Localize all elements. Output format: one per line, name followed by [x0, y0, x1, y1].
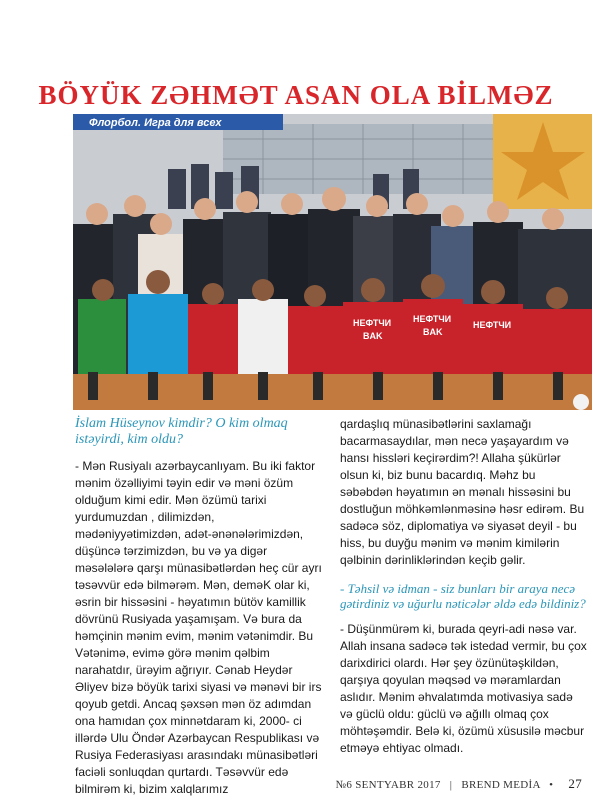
jersey-text: НЕФТЧИ: [473, 320, 512, 330]
jersey-text: BAK: [363, 331, 383, 341]
left-column: [75, 416, 323, 798]
issue-label: №6 SENTYABR 2017: [335, 779, 441, 791]
jersey-text: НЕФТЧИ: [413, 314, 452, 324]
footer-separator: |: [449, 779, 453, 791]
jersey-text: НЕФТЧИ: [353, 318, 392, 328]
answer-continuation: qardaşlıq münasibətlərini saxlamağı bacarmasaydılar, mən necə yaşayardım və hansı hissləri keçirərdim?! Allaha şükürlər olsun ki, biz bunu bacardıq. Məhz bu səbəbdən həyatımın ən mənalı hissəsini bu dostluğun möhkəmlənməsinə həsr edirəm. Bu sadəcə söz, diplomatiya və siyasət deyil - bu hiss, bu duyğu mənim və mənim kimilərin qəlbinin dərinliklərindən keçib gəlir.: [340, 417, 585, 567]
team-photo: [73, 114, 592, 410]
headline: BÖYÜK ZƏHMƏT ASAN OLA BİLMƏZ: [38, 80, 554, 110]
interview-question-2: - Təhsil və idman - siz bunları bir araya necə gətirdiniz və uğurlu nəticələr əldə edə bildiniz?: [340, 581, 586, 611]
jersey-text: BAK: [423, 327, 443, 337]
interview-answer-1: - Mən Rusiyalı azərbaycanlıyam. Bu iki faktor mənim özəlliyimi təyin edir və məni özüm olduğum kimi edir. Mən özümü tarixi yurdumuzdan , dilimizdən, mədəniyyətimizdən, adət-ənənələrimizdən, düşüncə tərzimizdən, bu və ya digər məsələlərə qarşı münasibətlərdən heç cür ayrı təsəvvür edə bilmərəm. Mən, deməK olar ki, əsrin bir hissəsini - həyatımın bütöv kamillik dövrünü Rusiyada yaşamışam. Və bura da həmçinin mənim evim, mənim vətənimdir. Bu Vətənimə, evimə görə mənim qəlbim narahatdır, ürəyim ağrıyır. Cənab Heydər Əliyev bizə böyük tarixi siyasi və mənəvi bir irs qoyub getdi. Ancaq şəxsən mən öz adımdan ona hamıdan çox minnətdaram ki, 2000- ci illərdə Ulu Öndər Azərbaycan Respublikası və Rusiya Federasiyası arasındakı münasibətləri faciəli sonluqdan qurtardı. Təsəvvür edə bilmirəm ki, bizim xalqlarımız: [75, 459, 322, 796]
page-number: 27: [568, 776, 582, 791]
page-footer: [336, 776, 582, 792]
magazine-name: BREND MEDİA: [461, 779, 541, 791]
right-column: [340, 416, 588, 757]
bullet-icon: •: [549, 779, 554, 791]
photo-banner-text: Флорбол. Игра для всех: [89, 117, 222, 129]
interview-question-1: İslam Hüseynov kimdir? O kim olmaq istəyirdi, kim oldu?: [75, 416, 288, 447]
photo-players: [78, 294, 592, 374]
football-icon: [573, 394, 589, 410]
interview-answer-2: - Düşünmürəm ki, burada qeyri-adi nəsə var. Allah insana sadəcə tək istedad vermir, bu çox darixdirici olardı. Hər şey özünütəşkildən, qarşıya qoyulan məqsəd və məramlardan aslıdır. Mənim əhvalatımda motivasiya sadə və güclü oldu: güclü və ağıllı olmaq çox möhtəşəmdir. Belə ki, özümü xüsusilə məcbur etməyə ehtiyac olmadı.: [340, 622, 587, 755]
